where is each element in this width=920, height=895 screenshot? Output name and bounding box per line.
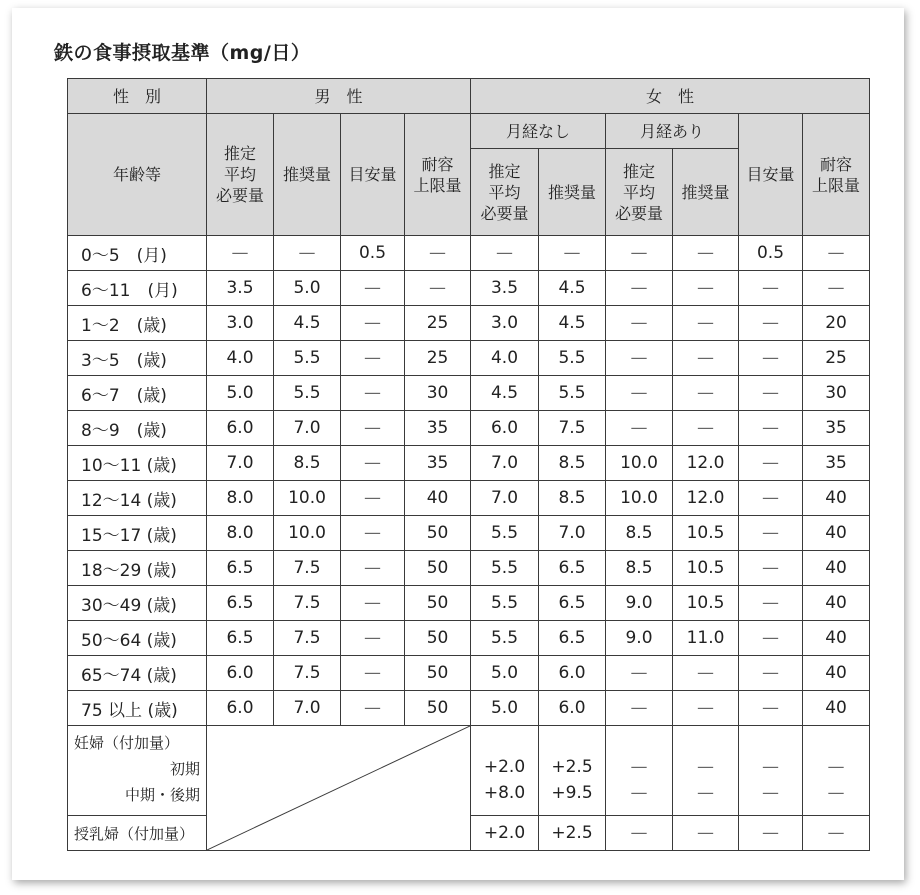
header-male-ul: 耐容 上限量 xyxy=(405,114,471,236)
female-value-cell: 40 xyxy=(803,551,870,586)
male-value-cell: 6.5 xyxy=(207,551,274,586)
female-value-cell: — xyxy=(739,551,803,586)
male-value-cell: 6.0 xyxy=(207,656,274,691)
male-value-cell: — xyxy=(207,236,274,271)
female-value-cell: 6.5 xyxy=(539,551,606,586)
female-value-cell: 40 xyxy=(803,481,870,516)
pregnant-label: 妊婦（付加量） xyxy=(74,734,180,752)
female-value-cell: — xyxy=(673,376,739,411)
header-female-ai: 目安量 xyxy=(739,114,803,236)
male-value-cell: 7.0 xyxy=(274,691,341,726)
male-value-cell: 25 xyxy=(405,341,471,376)
header-female-mens-rda: 推奨量 xyxy=(673,149,739,236)
male-value-cell: — xyxy=(405,271,471,306)
male-value-cell: — xyxy=(341,516,405,551)
female-value-cell: 8.5 xyxy=(606,551,673,586)
table-row xyxy=(68,551,870,586)
male-value-cell: 3.5 xyxy=(207,271,274,306)
male-value-cell: — xyxy=(341,621,405,656)
female-value-cell: — xyxy=(471,236,539,271)
table-row xyxy=(68,411,870,446)
lactating-label-cell: 授乳婦（付加量） xyxy=(68,816,207,851)
female-value-cell: 5.5 xyxy=(471,551,539,586)
male-value-cell: 5.0 xyxy=(274,271,341,306)
table-row xyxy=(68,446,870,481)
age-cell: 1～2 (歳) xyxy=(68,306,207,341)
female-value-cell: 25 xyxy=(803,341,870,376)
lactating-rda-cell: +2.5 xyxy=(539,816,606,851)
age-cell: 6～11 (月) xyxy=(68,271,207,306)
female-value-cell: 8.5 xyxy=(539,481,606,516)
female-value-cell: 9.0 xyxy=(606,621,673,656)
female-value-cell: 10.5 xyxy=(673,586,739,621)
female-value-cell: 6.5 xyxy=(539,586,606,621)
age-cell: 75 以上 (歳) xyxy=(68,691,207,726)
male-value-cell: 6.5 xyxy=(207,586,274,621)
lactating-value-cell: — xyxy=(803,816,870,851)
age-cell: 6～7 (歳) xyxy=(68,376,207,411)
male-value-cell: 25 xyxy=(405,306,471,341)
female-value-cell: 10.5 xyxy=(673,516,739,551)
lactating-value-cell: — xyxy=(606,816,673,851)
male-value-cell: 7.5 xyxy=(274,621,341,656)
female-value-cell: 8.5 xyxy=(606,516,673,551)
male-value-cell: 50 xyxy=(405,621,471,656)
male-value-cell: — xyxy=(341,411,405,446)
male-value-cell: — xyxy=(341,551,405,586)
female-value-cell: — xyxy=(739,586,803,621)
female-value-cell: 4.0 xyxy=(471,341,539,376)
male-value-cell: 50 xyxy=(405,691,471,726)
female-value-cell: — xyxy=(673,236,739,271)
female-value-cell: — xyxy=(739,481,803,516)
female-value-cell: 12.0 xyxy=(673,446,739,481)
male-value-cell: 7.5 xyxy=(274,551,341,586)
header-male: 男 性 xyxy=(207,79,471,114)
header-with-menstruation: 月経あり xyxy=(606,114,739,149)
age-cell: 65～74 (歳) xyxy=(68,656,207,691)
pregnant-value-cell: — — xyxy=(673,726,739,816)
male-value-cell: 5.5 xyxy=(274,376,341,411)
female-value-cell: 3.5 xyxy=(471,271,539,306)
male-value-cell: 30 xyxy=(405,376,471,411)
female-value-cell: 40 xyxy=(803,656,870,691)
male-value-cell: 50 xyxy=(405,516,471,551)
female-value-cell: — xyxy=(673,271,739,306)
pregnant-value-cell: — — xyxy=(739,726,803,816)
male-value-cell: — xyxy=(341,691,405,726)
age-cell: 15～17 (歳) xyxy=(68,516,207,551)
female-value-cell: — xyxy=(673,656,739,691)
male-value-cell: — xyxy=(341,271,405,306)
pregnant-early-label: 初期 xyxy=(169,760,200,778)
female-value-cell: 4.5 xyxy=(539,306,606,341)
header-sex: 性 別 xyxy=(68,79,207,114)
header-female-nomens-rda: 推奨量 xyxy=(539,149,606,236)
table-row xyxy=(68,341,870,376)
female-value-cell: 12.0 xyxy=(673,481,739,516)
pregnant-midlate-label: 中期・後期 xyxy=(124,786,200,804)
header-female-mens-ear: 推定 平均 必要量 xyxy=(606,149,673,236)
female-value-cell: 5.0 xyxy=(471,656,539,691)
female-value-cell: — xyxy=(739,621,803,656)
female-value-cell: 7.0 xyxy=(471,481,539,516)
female-value-cell: 6.0 xyxy=(539,656,606,691)
lactating-value-cell: — xyxy=(673,816,739,851)
female-value-cell: — xyxy=(673,306,739,341)
age-cell: 8～9 (歳) xyxy=(68,411,207,446)
female-value-cell: — xyxy=(673,411,739,446)
table-row xyxy=(68,621,870,656)
male-value-cell: 8.0 xyxy=(207,516,274,551)
female-value-cell: — xyxy=(739,516,803,551)
female-value-cell: — xyxy=(739,446,803,481)
female-value-cell: 10.0 xyxy=(606,446,673,481)
female-value-cell: 5.5 xyxy=(539,341,606,376)
table-row xyxy=(68,586,870,621)
header-female-ul: 耐容 上限量 xyxy=(803,114,870,236)
male-value-cell: 3.0 xyxy=(207,306,274,341)
male-value-cell: 10.0 xyxy=(274,516,341,551)
female-value-cell: — xyxy=(673,341,739,376)
table-row xyxy=(68,376,870,411)
female-value-cell: 11.0 xyxy=(673,621,739,656)
male-value-cell: 40 xyxy=(405,481,471,516)
male-value-cell: 8.0 xyxy=(207,481,274,516)
pregnant-rda-cell: +2.5 +9.5 xyxy=(539,726,606,816)
male-value-cell: — xyxy=(341,586,405,621)
male-value-cell: — xyxy=(341,376,405,411)
female-value-cell: 6.5 xyxy=(539,621,606,656)
header-male-ai: 目安量 xyxy=(341,114,405,236)
header-female: 女 性 xyxy=(471,79,870,114)
female-value-cell: 3.0 xyxy=(471,306,539,341)
female-value-cell: 6.0 xyxy=(539,691,606,726)
female-value-cell: 40 xyxy=(803,621,870,656)
female-value-cell: 4.5 xyxy=(539,271,606,306)
male-value-cell: 50 xyxy=(405,586,471,621)
pregnant-value-cell: — — xyxy=(803,726,870,816)
female-value-cell: — xyxy=(739,376,803,411)
male-value-cell: — xyxy=(341,656,405,691)
diagonal-slash xyxy=(207,726,470,850)
male-value-cell: 6.0 xyxy=(207,691,274,726)
female-value-cell: — xyxy=(739,341,803,376)
header-female-nomens-ear: 推定 平均 必要量 xyxy=(471,149,539,236)
male-value-cell: 8.5 xyxy=(274,446,341,481)
iron-intake-table xyxy=(67,78,870,851)
male-value-cell: 7.0 xyxy=(207,446,274,481)
male-value-cell: 5.5 xyxy=(274,341,341,376)
male-value-cell: 7.0 xyxy=(274,411,341,446)
female-value-cell: 5.5 xyxy=(471,621,539,656)
female-value-cell: 0.5 xyxy=(739,236,803,271)
age-cell: 0～5 (月) xyxy=(68,236,207,271)
table-row xyxy=(68,481,870,516)
male-value-cell: — xyxy=(341,481,405,516)
male-value-cell: — xyxy=(341,306,405,341)
female-value-cell: 5.5 xyxy=(471,586,539,621)
age-cell: 10～11 (歳) xyxy=(68,446,207,481)
female-value-cell: 20 xyxy=(803,306,870,341)
female-value-cell: 7.0 xyxy=(471,446,539,481)
header-male-rda: 推奨量 xyxy=(274,114,341,236)
age-cell: 12～14 (歳) xyxy=(68,481,207,516)
table-row xyxy=(68,516,870,551)
male-value-cell: 6.0 xyxy=(207,411,274,446)
age-cell: 3～5 (歳) xyxy=(68,341,207,376)
male-value-cell: — xyxy=(341,341,405,376)
female-value-cell: 8.5 xyxy=(539,446,606,481)
pregnant-label-cell xyxy=(68,726,207,816)
female-value-cell: — xyxy=(739,656,803,691)
lactating-ear-cell: +2.0 xyxy=(471,816,539,851)
female-value-cell: 35 xyxy=(803,446,870,481)
pregnant-value-cell: — — xyxy=(606,726,673,816)
female-value-cell: — xyxy=(606,236,673,271)
header-male-ear: 推定 平均 必要量 xyxy=(207,114,274,236)
male-value-cell: 4.5 xyxy=(274,306,341,341)
female-value-cell: — xyxy=(606,341,673,376)
table-row xyxy=(68,271,870,306)
female-value-cell: — xyxy=(739,411,803,446)
female-value-cell: — xyxy=(739,306,803,341)
male-value-cell: — xyxy=(341,446,405,481)
female-value-cell: 40 xyxy=(803,691,870,726)
female-value-cell: — xyxy=(606,656,673,691)
female-value-cell: 6.0 xyxy=(471,411,539,446)
female-value-cell: — xyxy=(803,271,870,306)
male-value-cell: 7.5 xyxy=(274,656,341,691)
header-no-menstruation: 月経なし xyxy=(471,114,606,149)
male-value-cell: 10.0 xyxy=(274,481,341,516)
female-value-cell: — xyxy=(539,236,606,271)
table-row xyxy=(68,656,870,691)
header-age: 年齢等 xyxy=(68,114,207,236)
table-row xyxy=(68,691,870,726)
female-value-cell: — xyxy=(606,411,673,446)
female-value-cell: — xyxy=(606,271,673,306)
female-value-cell: — xyxy=(606,691,673,726)
female-value-cell: 7.0 xyxy=(539,516,606,551)
female-value-cell: 40 xyxy=(803,586,870,621)
table-row xyxy=(68,236,870,271)
female-value-cell: 9.0 xyxy=(606,586,673,621)
female-value-cell: 4.5 xyxy=(471,376,539,411)
male-value-cell: 50 xyxy=(405,551,471,586)
male-value-cell: 5.0 xyxy=(207,376,274,411)
male-value-cell: — xyxy=(274,236,341,271)
female-value-cell: — xyxy=(606,306,673,341)
female-value-cell: 5.0 xyxy=(471,691,539,726)
pregnant-row xyxy=(68,726,870,816)
female-value-cell: 10.0 xyxy=(606,481,673,516)
female-value-cell: 30 xyxy=(803,376,870,411)
female-value-cell: — xyxy=(739,271,803,306)
lactating-value-cell: — xyxy=(739,816,803,851)
female-value-cell: 35 xyxy=(803,411,870,446)
female-value-cell: 7.5 xyxy=(539,411,606,446)
pregnant-ear-cell: +2.0 +8.0 xyxy=(471,726,539,816)
male-value-cell: 35 xyxy=(405,411,471,446)
age-cell: 18～29 (歳) xyxy=(68,551,207,586)
male-value-cell: 35 xyxy=(405,446,471,481)
male-not-applicable-cell xyxy=(207,726,471,851)
table-row xyxy=(68,306,870,341)
female-value-cell: — xyxy=(803,236,870,271)
female-value-cell: 5.5 xyxy=(471,516,539,551)
male-value-cell: 6.5 xyxy=(207,621,274,656)
male-value-cell: 50 xyxy=(405,656,471,691)
age-cell: 50～64 (歳) xyxy=(68,621,207,656)
female-value-cell: — xyxy=(673,691,739,726)
female-value-cell: 10.5 xyxy=(673,551,739,586)
age-cell: 30～49 (歳) xyxy=(68,586,207,621)
female-value-cell: 5.5 xyxy=(539,376,606,411)
female-value-cell: 40 xyxy=(803,516,870,551)
female-value-cell: — xyxy=(739,691,803,726)
page-title: 鉄の食事摂取基準（mg/日） xyxy=(54,42,311,64)
male-value-cell: 4.0 xyxy=(207,341,274,376)
male-value-cell: 7.5 xyxy=(274,586,341,621)
male-value-cell: — xyxy=(405,236,471,271)
female-value-cell: — xyxy=(606,376,673,411)
male-value-cell: 0.5 xyxy=(341,236,405,271)
